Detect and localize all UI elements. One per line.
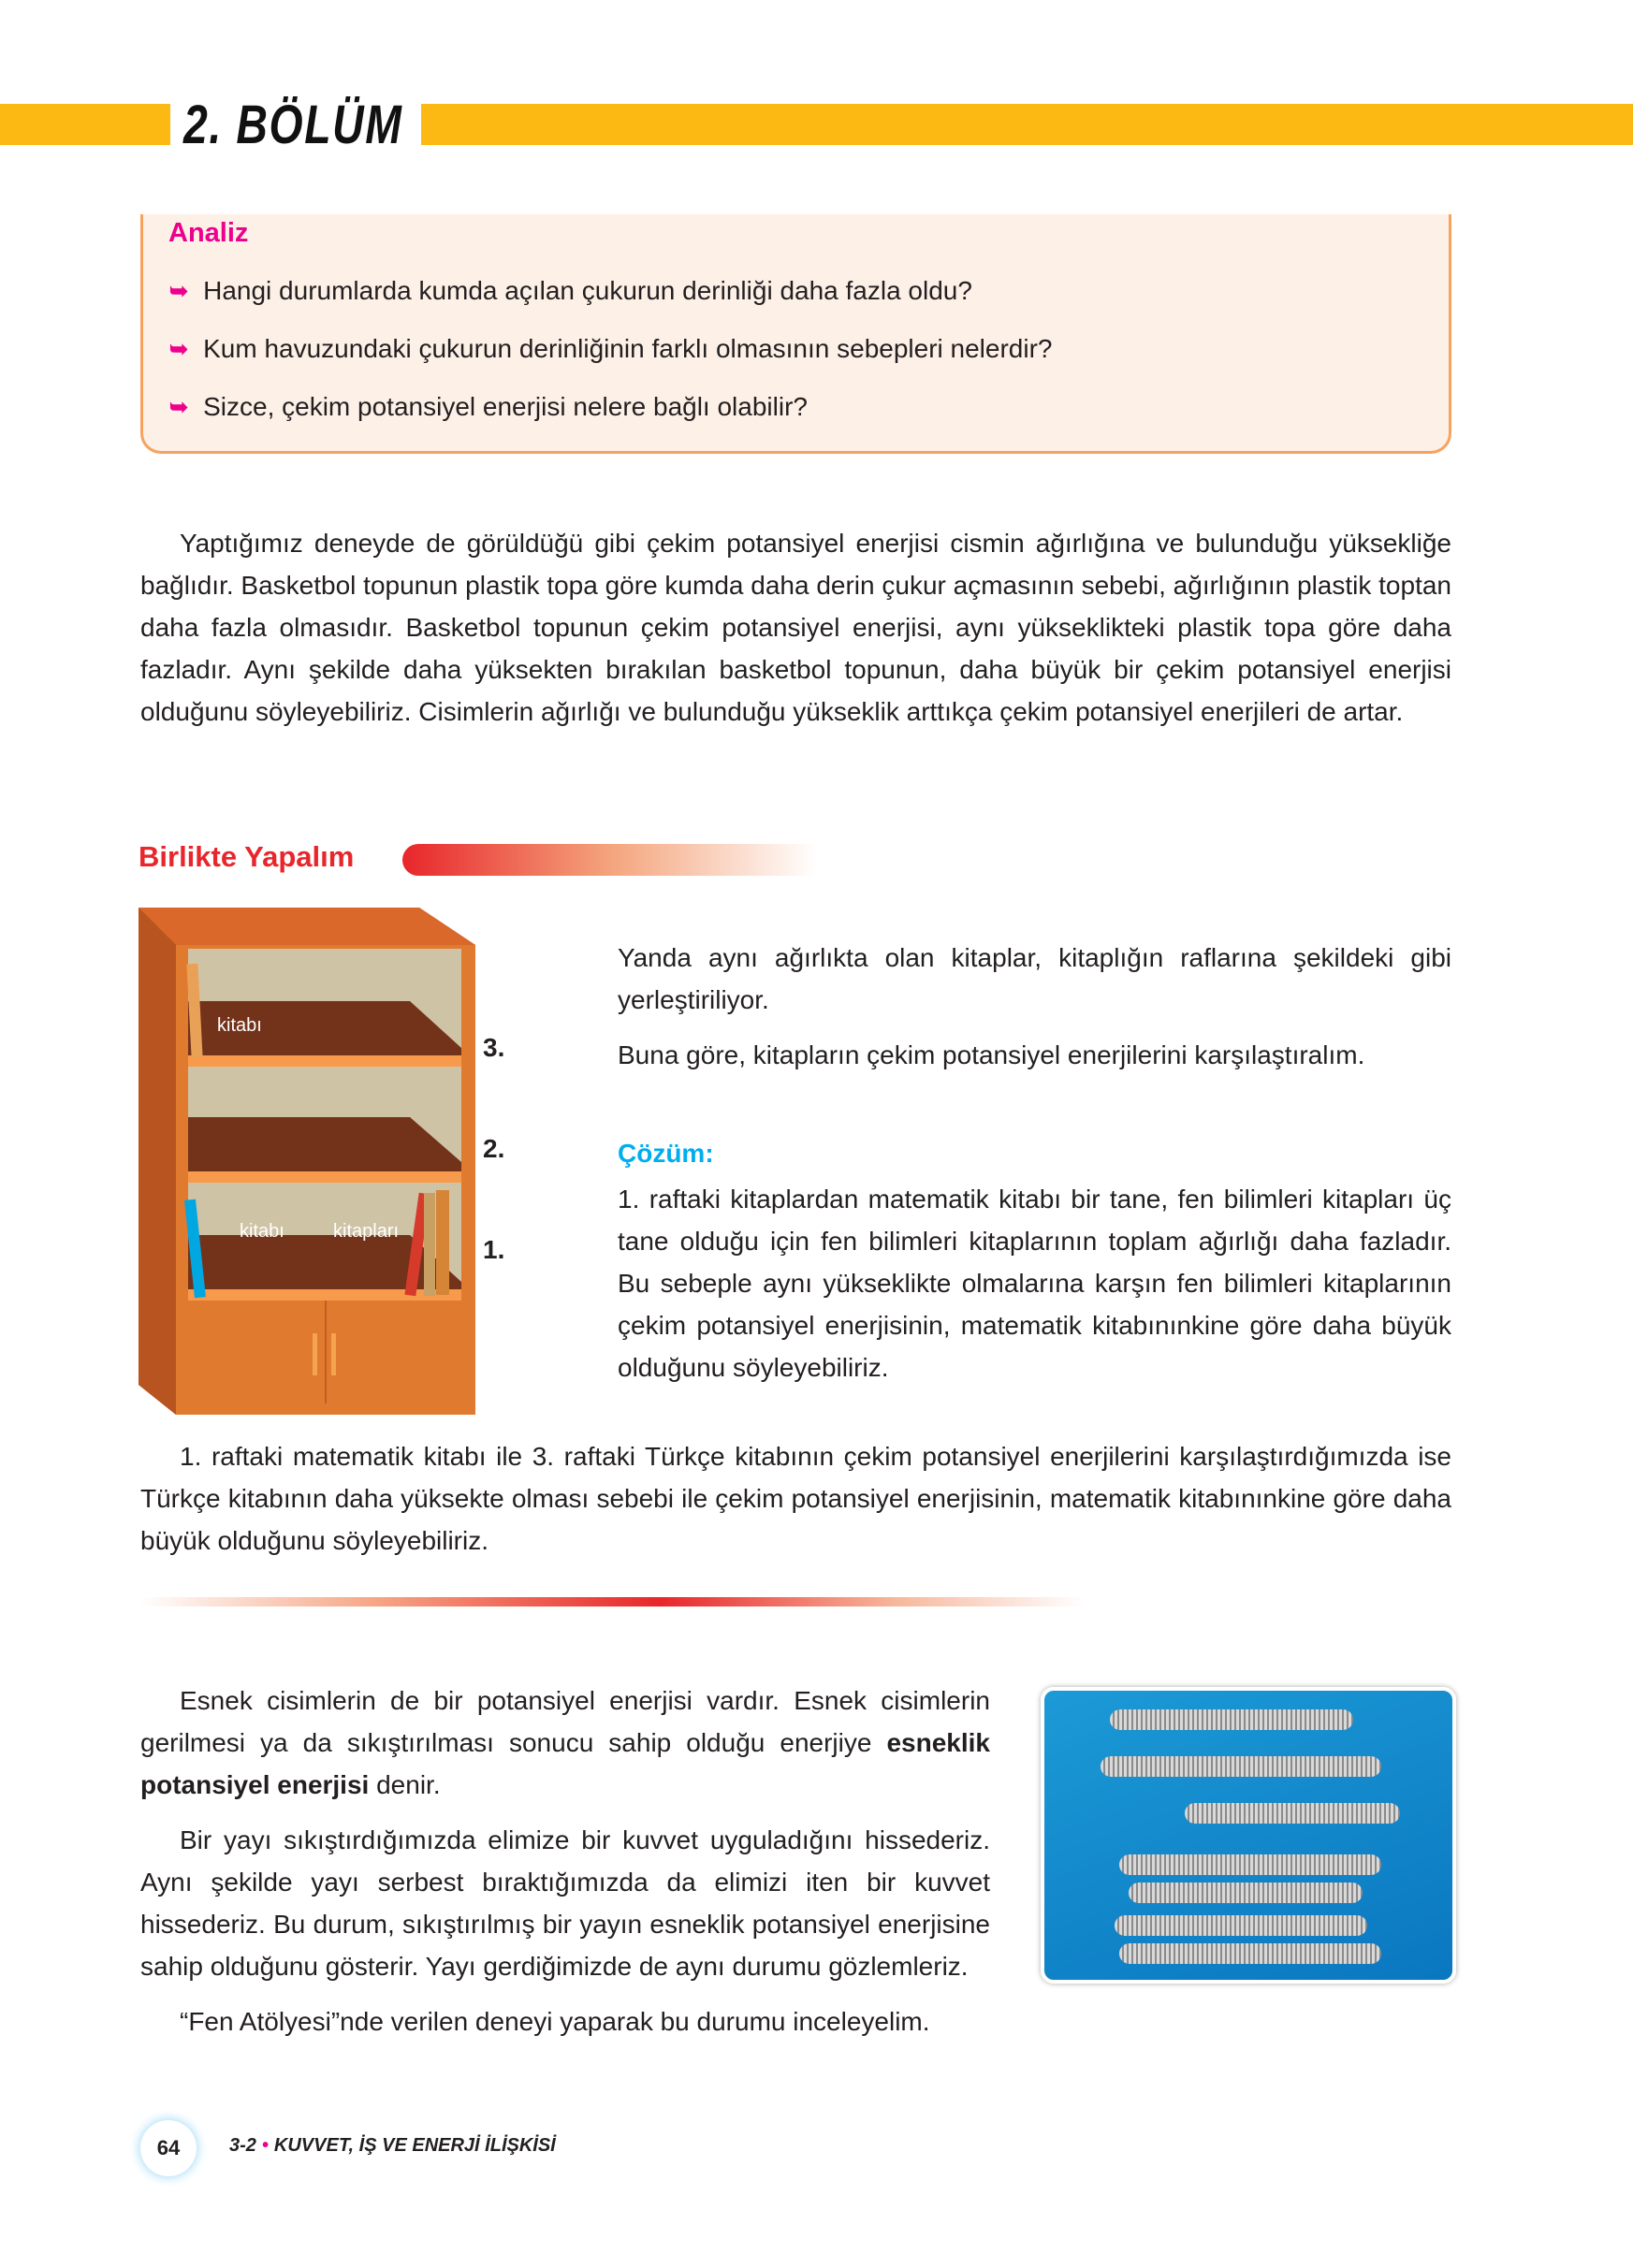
book-label-math: kitabı bbox=[240, 1221, 284, 1242]
book-label-science: kitapları bbox=[333, 1221, 400, 1242]
intro-paragraph bbox=[140, 522, 1451, 733]
analysis-title: Analiz bbox=[168, 218, 249, 248]
activity-instruction: Yanda aynı ağırlıkta olan kitaplar, kitaplığın raflarına şekildeki gibi yerleştiriliyor. bbox=[618, 943, 1451, 1014]
analysis-box bbox=[140, 214, 1451, 454]
solution-text: 1. raftaki kitaplardan matematik kitabı bir tane, fen bilimleri kitapları üç tane olduğu için fen bilimleri kitaplarının toplam ağırlığı daha fazladır. Bu sebeple aynı yükseklikte olmalarına karşın fen bilimleri kitaplarının çekim potansiyel enerjisinin, matematik kitabınınkine göre daha büyük olduğunu söyleyebiliriz. bbox=[618, 1185, 1451, 1382]
intro-text: Yaptığımız deneyde de görüldüğü gibi çekim potansiyel enerjisi cismin ağırlığına ve bulunduğu yüksekliğe bağlıdır. Basketbol topunun plastik topa göre kumda daha derin çukur açmasının sebebi, ağırlığının plastik toptan daha fazla olmasıdır. Basketbol topunun çekim potansiyel enerjisi, aynı yükseklikteki plastik topa göre daha fazladır. Aynı şekilde daha yüksekten bırakılan basketbol topunun, daha büyük bir çekim potansiyel enerjisi olduğunu söyleyebiliriz. Cisimlerin ağırlığı ve bulunduğu yükseklik arttıkça çekim potansiyel enerjileri de artar. bbox=[140, 529, 1451, 726]
header-bar-right bbox=[421, 104, 1633, 145]
question-text: Kum havuzundaki çukurun derinliğinin farklı olmasının sebepleri nelerdir? bbox=[203, 334, 1053, 363]
unit-title: KUVVET, İŞ VE ENERJİ İLİŞKİSİ bbox=[273, 2135, 556, 2156]
bookshelf-illustration bbox=[139, 908, 475, 1415]
spring bbox=[1119, 1854, 1381, 1875]
spring bbox=[1110, 1709, 1353, 1730]
unit-code: 3-2 bbox=[229, 2135, 256, 2156]
activity-question: Buna göre, kitapların çekim potansiyel enerjilerini karşılaştıralım. bbox=[618, 1040, 1365, 1069]
arrow-icon: ➥ bbox=[169, 394, 189, 420]
header-bar-left bbox=[0, 104, 170, 145]
elastic-section bbox=[140, 1679, 990, 2043]
springs-photo bbox=[1041, 1687, 1456, 1984]
shelf-number-3: 3. bbox=[483, 1033, 505, 1062]
spring bbox=[1115, 1915, 1367, 1936]
question-text: Sizce, çekim potansiyel enerjisi nelere bağlı olabilir? bbox=[203, 392, 808, 421]
spring bbox=[1119, 1943, 1381, 1964]
elastic-paragraph-2: Bir yayı sıkıştırdığımızda elimize bir kuvvet uyguladığını hissederiz. Aynı şekilde yayı serbest bıraktığımızda da elimizi iten bir kuvvet hissederiz. Bu durum, sıkıştırılmış bir yayın esneklik potansiyel enerjisine sahip olduğunu gösterir. Yayı gerdiğimizde de aynı durumu gözlemleriz. bbox=[140, 1825, 990, 1981]
conclusion-text: 1. raftaki matematik kitabı ile 3. raftaki Türkçe kitabının çekim potansiyel enerjilerini karşılaştırdığımızda ise Türkçe kitabının daha yüksekte olması sebebi ile çekim potansiyel enerjisinin, matematik kitabınınkine göre daha büyük olduğunu söyleyebiliriz. bbox=[140, 1442, 1451, 1555]
arrow-icon: ➥ bbox=[169, 336, 189, 362]
footer-unit bbox=[229, 2135, 556, 2157]
text: Esnek cisimlerin de bir potansiyel enerjisi vardır. Esnek cisimlerin gerilmesi ya da sıkıştırılması sonucu sahip olduğu enerjiye bbox=[140, 1686, 990, 1757]
arrow-icon: ➥ bbox=[169, 278, 189, 304]
shelf-number-2: 2. bbox=[483, 1134, 505, 1163]
spring bbox=[1185, 1803, 1400, 1824]
text: denir. bbox=[369, 1770, 441, 1799]
chapter-title: 2. BÖLÜM bbox=[183, 94, 403, 155]
analysis-question bbox=[169, 334, 1052, 364]
analysis-question bbox=[169, 392, 808, 422]
spring bbox=[1129, 1883, 1363, 1903]
solution-title: Çözüm: bbox=[618, 1139, 714, 1168]
elastic-paragraph-1 bbox=[140, 1679, 990, 1806]
activity-title-bar bbox=[402, 844, 817, 876]
activity-text bbox=[618, 937, 1451, 1388]
book-label-turkish: kitabı bbox=[217, 1015, 262, 1036]
spring bbox=[1101, 1756, 1381, 1777]
elastic-paragraph-3: “Fen Atölyesi”nde verilen deneyi yaparak bu durumu inceleyelim. bbox=[180, 2007, 930, 2036]
section-divider bbox=[140, 1597, 1085, 1606]
term-bold: esneklik potansiyel enerjisi bbox=[140, 1728, 990, 1799]
activity-conclusion bbox=[140, 1435, 1451, 1562]
bullet-icon: • bbox=[261, 2135, 269, 2156]
activity-title: Birlikte Yapalım bbox=[139, 840, 355, 873]
analysis-question bbox=[169, 276, 972, 306]
question-text: Hangi durumlarda kumda açılan çukurun derinliği daha fazla oldu? bbox=[203, 276, 972, 305]
page-number: 64 bbox=[140, 2120, 197, 2176]
shelf-number-1: 1. bbox=[483, 1235, 505, 1264]
